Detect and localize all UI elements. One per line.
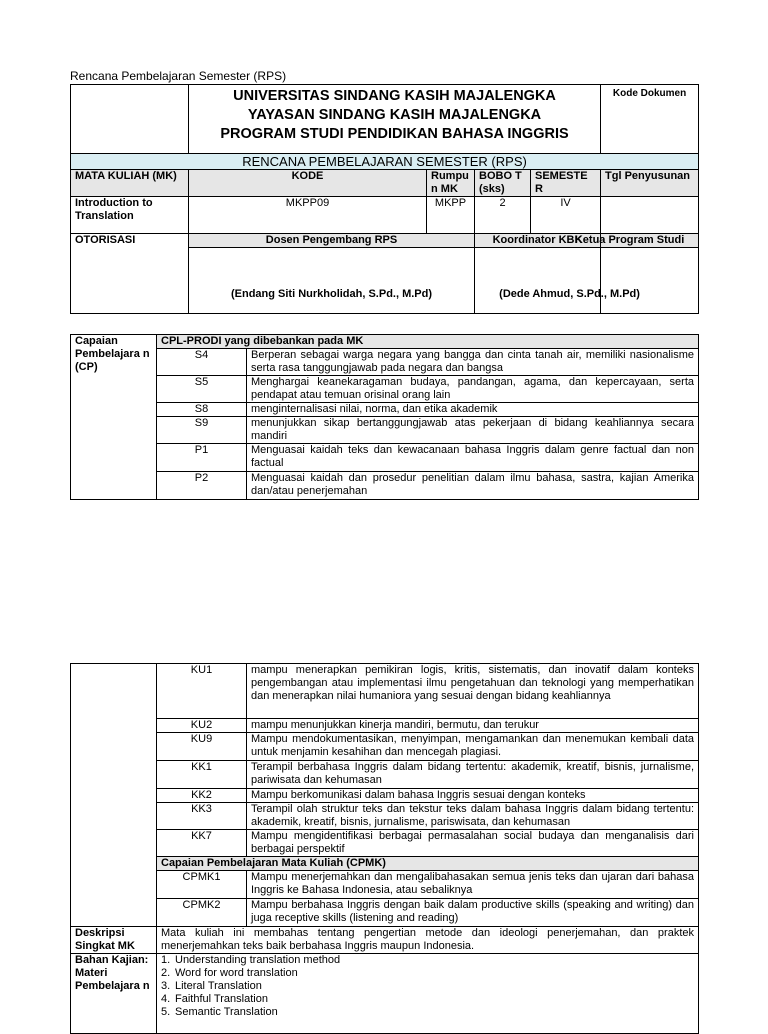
ku-text: Mampu mendokumentasikan, menyimpan, mengamankan dan menemukan kembali data untuk menjamin kesahihan dan mencegah plagiasi. <box>247 733 699 761</box>
cp-text: Menguasai kaidah teks dan kewacanaan bahasa Inggris dalam genre factual dan non factual <box>247 444 699 472</box>
cp-code: S5 <box>157 376 247 403</box>
cp-code: S8 <box>157 403 247 417</box>
list-item: 4. Faithful Translation <box>161 993 268 1005</box>
bobot-header: BOBO T (sks) <box>475 170 531 197</box>
university-name: UNIVERSITAS SINDANG KASIH MAJALENGKA <box>233 88 556 104</box>
semester-value: IV <box>531 197 601 234</box>
logo-cell <box>71 85 189 154</box>
dosen-header: Dosen Pengembang RPS <box>189 234 475 248</box>
kk-text: Mampu mengidentifikasi berbagai permasalahan social budaya dan menganalisis dari berbagai perspektif <box>247 830 699 857</box>
rps-title: RENCANA PEMBELAJARAN SEMESTER (RPS) <box>71 154 699 170</box>
kk-text: Terampil berbahasa Inggris dalam bidang tertentu: akademik, kreatif, bisnis, jurnalisme, pariwisata dan kehumasan <box>247 761 699 789</box>
program-name: PROGRAM STUDI PENDIDIKAN BAHASA INGGRIS <box>220 126 569 142</box>
cp-text: Berperan sebagai warga negara yang bangga dan cinta tanah air, memiliki nasionalisme serta rasa tanggungjawab pada negara dan bangsa <box>247 349 699 376</box>
cp-table <box>70 334 699 500</box>
bahan-kajian-list <box>157 954 699 1034</box>
kk-code: KK2 <box>157 789 247 803</box>
cp-label: Capaian Pembelajara n (CP) <box>71 335 157 500</box>
ku-code: KU9 <box>157 733 247 761</box>
dosen-signature: (Endang Siti Nurkholidah, S.Pd., M.Pd) <box>189 248 475 314</box>
kaprodi-signature <box>499 248 699 314</box>
kode-dokumen-label: Kode Dokumen <box>601 85 699 154</box>
cpmk-text: Mampu berbahasa Inggris dengan baik dalam productive skills (speaking and writing) dan juga receptive skills (listening and reading) <box>247 899 699 927</box>
otorisasi-label: OTORISASI <box>71 234 189 314</box>
foundation-name: YAYASAN SINDANG KASIH MAJALENGKA <box>247 107 542 123</box>
cp-text: Menghargai keanekaragaman budaya, pandangan, agama, dan kepercayaan, serta pendapat atau temuan orisinal orang lain <box>247 376 699 403</box>
koordinator-signature <box>475 248 601 314</box>
cpmk-header: Capaian Pembelajaran Mata Kuliah (CPMK) <box>157 857 699 871</box>
deskripsi-label: Deskripsi Singkat MK <box>71 927 157 954</box>
institution-title <box>189 85 601 154</box>
document-caption: Rencana Pembelajaran Semester (RPS) <box>70 69 287 83</box>
cpmk-text: Mampu menerjemahkan dan mengalibahasakan semua jenis teks dan ujaran dari bahasa Inggris ke Bahasa Indonesia, atau sebaliknya <box>247 871 699 899</box>
kk-code: KK3 <box>157 803 247 830</box>
list-item: 3. Literal Translation <box>161 980 262 992</box>
kaprodi-name: (Dede Ahmud, S.Pd., M.Pd) <box>499 288 640 300</box>
koordinator-header: Koordinator KBK <box>475 234 601 248</box>
kaprodi-header-text: Ketua Program Studi <box>574 234 685 246</box>
ku-text: mampu menerapkan pemikiran logis, kritis, sistematis, dan inovatif dalam konteks pengembangan atau implementasi ilmu pengetahuan dan teknologi yang memperhatikan dan menerapkan nilai humaniora yang sesuai dengan bidang keahliannya <box>247 664 699 719</box>
tgl-header: Tgl Penyusunan <box>601 170 699 197</box>
deskripsi-text: Mata kuliah ini membahas tentang pengertian metode dan ideologi penerjemahan, dan praktek menerjemahkan teks baik berbahasa Inggris maupun Indonesia. <box>157 927 699 954</box>
bobot-value: 2 <box>475 197 531 234</box>
ku-code: KU1 <box>157 664 247 719</box>
kode-value: MKPP09 <box>189 197 427 234</box>
semester-header: SEMESTE R <box>531 170 601 197</box>
rps-header-table <box>70 84 699 314</box>
kk-code: KK7 <box>157 830 247 857</box>
list-item: 2. Word for word translation <box>161 967 298 979</box>
cpmk-code: CPMK2 <box>157 899 247 927</box>
rumpun-header: Rumpu n MK <box>427 170 475 197</box>
mk-value: Introduction to Translation <box>71 197 189 234</box>
cpmk-code: CPMK1 <box>157 871 247 899</box>
cp-code: P1 <box>157 444 247 472</box>
mk-header: MATA KULIAH (MK) <box>71 170 189 197</box>
cp-text: Menguasai kaidah dan prosedur penelitian dalam ilmu bahasa, sastra, kajian Amerika dan/atau penerjemahan <box>247 472 699 500</box>
cp-code: S9 <box>157 417 247 444</box>
kk-text: Terampil olah struktur teks dan tekstur teks dalam bahasa Inggris dalam bidang tertentu: akademik, kreatif, bisnis, jurnalisme, pariswisata, dan kehumasan <box>247 803 699 830</box>
rumpun-value: MKPP <box>427 197 475 234</box>
list-item: 5. Semantic Translation <box>161 1006 278 1018</box>
kode-header: KODE <box>189 170 427 197</box>
kk-code: KK1 <box>157 761 247 789</box>
list-item: 1. Understanding translation method <box>161 954 341 966</box>
bahan-kajian-label: Bahan Kajian: Materi Pembelajara n <box>71 954 157 1034</box>
cp-label-continued <box>71 664 157 927</box>
ku-code: KU2 <box>157 719 247 733</box>
cp-continued-table <box>70 663 699 1034</box>
ku-text: mampu menunjukkan kinerja mandiri, bermutu, dan terukur <box>247 719 699 733</box>
kaprodi-header <box>574 234 699 248</box>
kk-text: Mampu berkomunikasi dalam bahasa Inggris sesuai dengan konteks <box>247 789 699 803</box>
cp-text: menunjukkan sikap bertanggungjawab atas pekerjaan di bidang keahliannya secara mandiri <box>247 417 699 444</box>
tgl-value <box>601 197 699 234</box>
cp-code: S4 <box>157 349 247 376</box>
cp-text: menginternalisasi nilai, norma, dan etika akademik <box>247 403 699 417</box>
cpl-header: CPL-PRODI yang dibebankan pada MK <box>157 335 699 349</box>
cp-code: P2 <box>157 472 247 500</box>
